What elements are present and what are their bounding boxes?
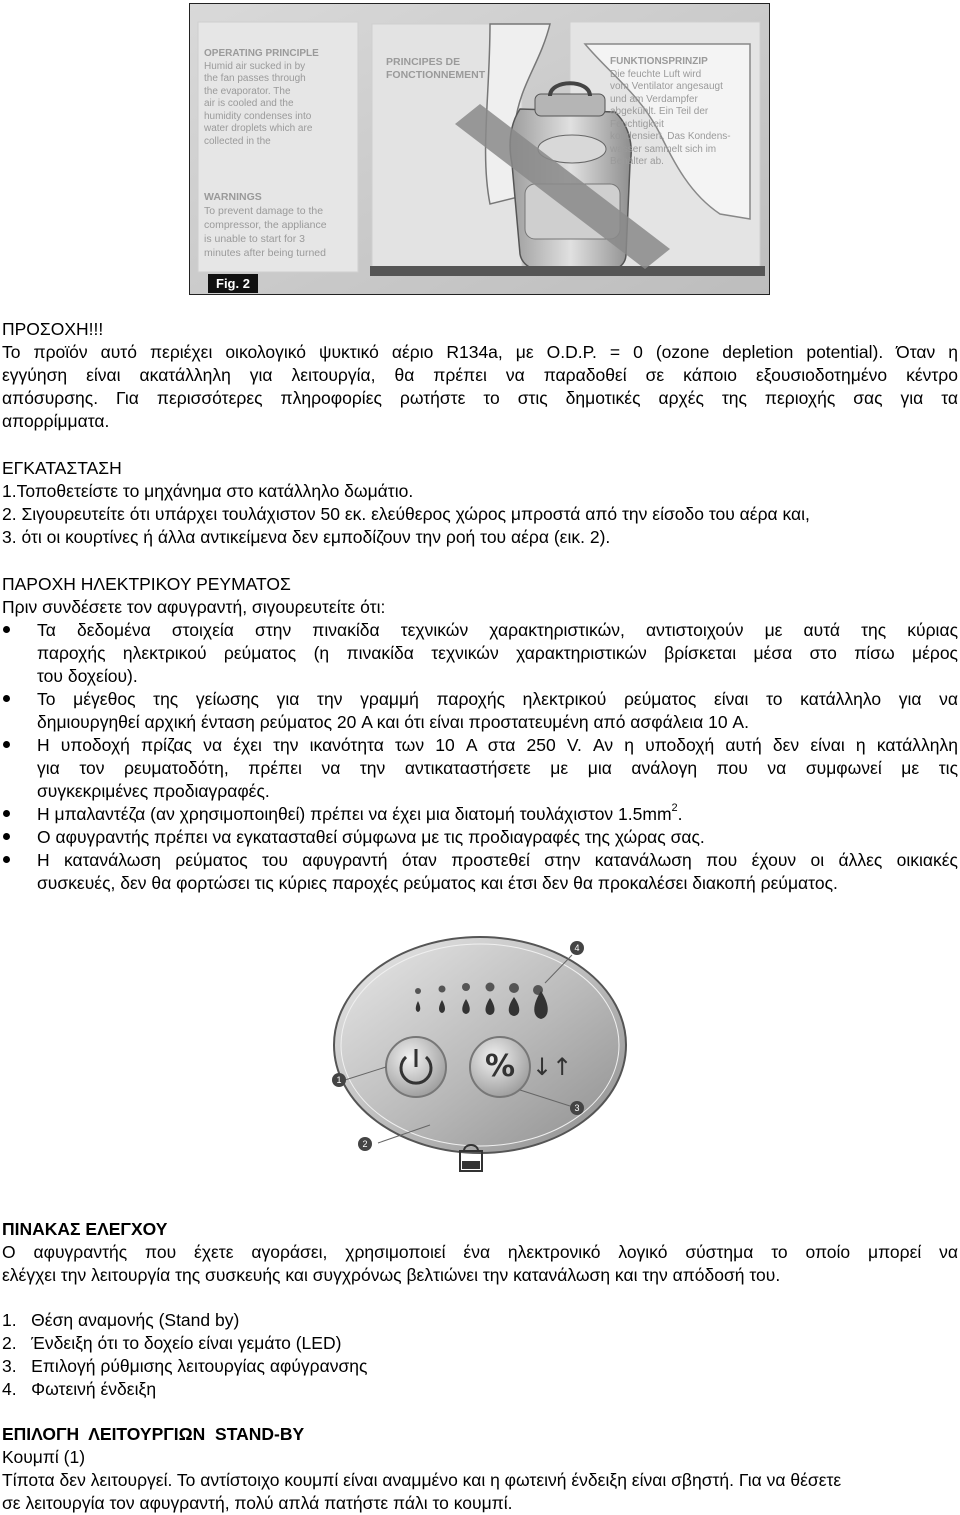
- bullet-dot: [3, 741, 10, 748]
- bg-line: PRINCIPES DE: [386, 56, 461, 68]
- figure-2-bg-text-right: [610, 56, 760, 206]
- power-intro: Πριν συνδέσετε τον αφυγραντή, σιγουρευτείτε ότι:: [2, 597, 386, 617]
- figure-2-photo: [189, 3, 770, 295]
- figure-2-bg-text-warnings: [204, 190, 369, 260]
- bg-line: kondensiert. Das Kondens-: [610, 131, 731, 142]
- power-bullet-4-text: Η μπαλαντέζα (αν χρησιμοποιηθεί) πρέπει να έχει μια διατομή τουλάχιστον 1.5mm: [37, 804, 672, 824]
- control-item-3: 3. Επιλογή ρύθμισης λειτουργίας αφύγρανσης: [2, 1356, 368, 1376]
- standby-line-1: Τίποτα δεν λειτουργεί. Το αντίστοιχο κουμπί είναι αναμμένο και η φωτεινή ένδειξη είναι σβηστή. Για να θέσετε: [2, 1470, 842, 1490]
- control-item-4: 4. Φωτεινή ένδειξη: [2, 1379, 157, 1399]
- bg-line: Die feuchte Luft wird: [610, 68, 702, 80]
- arrows-symbol: ↓↑: [532, 1053, 573, 1081]
- power-bullet-3-line-2: για τον ρευματοδότη, πρέπει να την αντικαταστήσετε με μια ανάλογη που να συμφωνεί με τις: [37, 758, 958, 778]
- warning-line-2: εγγύηση είναι ακατάλληλη για λειτουργία, θα πρέπει να παραδοθεί σε κάποιο εξουσιοδοτημένο κέντρο: [2, 365, 958, 385]
- power-bullet-4-superscript: 2: [671, 802, 678, 815]
- callout-2: 2: [358, 1137, 372, 1151]
- bg-line: Humid air sucked in by: [204, 60, 306, 72]
- humidity-symbol: %: [485, 1049, 516, 1084]
- warning-line-4: απορρίμματα.: [2, 411, 110, 431]
- power-title: ΠΑΡΟΧΗ ΗΛΕΚΤΡΙΚΟΥ ΡΕΥΜΑΤΟΣ: [2, 574, 291, 594]
- bg-line: water droplets which are: [204, 123, 313, 134]
- bg-line: FONCTIONNEMENT: [386, 69, 486, 81]
- bullet-dot: [3, 856, 10, 863]
- callout-3: 3: [570, 1101, 584, 1115]
- power-bullet-3-line-1: Η υποδοχή πρίζας να έχει την ικανότητα των 10 A στα 250 V. Αν η υποδοχή αυτή δεν είναι η κατάλληλη: [37, 735, 958, 755]
- bg-line: abgekühlt. Ein Teil der: [610, 106, 709, 117]
- bg-line: WARNINGS: [204, 191, 262, 203]
- bg-line: OPERATING PRINCIPLE: [204, 48, 319, 59]
- power-bullet-3-line-3: συγκεκριμένες προδιαγραφές.: [37, 781, 270, 801]
- installation-step-3: 3. ότι οι κουρτίνες ή άλλα αντικείμενα δεν εμποδίζουν την ροή του αέρα (εικ. 2).: [2, 527, 611, 547]
- bg-line: minutes after being turned: [204, 247, 326, 259]
- control-panel-title: ΠΙΝΑΚΑΣ ΕΛΕΓΧΟΥ: [2, 1219, 168, 1239]
- warning-title: ΠΡΟΣΟΧΗ!!!: [2, 319, 104, 339]
- power-bullet-4-end: .: [677, 804, 683, 824]
- bg-line: is unable to start for 3: [204, 233, 305, 245]
- standby-title: ΕΠΙΛΟΓΗ ΛΕΙΤΟΥΡΓΙΩΝ STAND-BY: [2, 1424, 305, 1444]
- bg-line: und am Verdampfer: [610, 93, 698, 105]
- bg-line: collected in the: [204, 135, 271, 147]
- bg-line: air is cooled and the: [204, 98, 294, 109]
- control-item-1: 1. Θέση αναμονής (Stand by): [2, 1310, 240, 1330]
- figure-2-label: Fig. 2: [208, 274, 258, 293]
- bullet-dot: [3, 833, 10, 840]
- bg-line: the fan passes through: [204, 73, 306, 84]
- bg-line: wasser sammelt sich im: [610, 143, 717, 155]
- bullet-dot: [3, 626, 10, 633]
- control-panel-figure: [320, 925, 640, 1195]
- power-bullet-6-line-2: συσκευές, δεν θα φορτώσει τις κύριες παροχές ρεύματος και έτσι δεν θα προκαλέσει διακοπή ρεύματος.: [37, 873, 838, 893]
- bg-line: Behälter ab.: [610, 156, 664, 167]
- standby-subtitle: Κουμπί (1): [2, 1447, 86, 1467]
- bg-line: compressor, the appliance: [204, 219, 327, 231]
- power-bullet-1-line-1: Τα δεδομένα στοιχεία στην πινακίδα τεχνικών χαρακτηριστικών, αντιστοιχούν με αυτά της κύριας: [37, 620, 958, 640]
- power-bullet-1-line-2: παροχής ηλεκτρικού ρεύματος (η πινακίδα τεχνικών χαρακτηριστικών βρίσκεται μέσα στο πίσω μέρος: [37, 643, 958, 663]
- bg-line: Feuchtigkeit: [610, 118, 664, 130]
- bg-line: humidity condenses into: [204, 110, 312, 122]
- power-bullet-1-line-3: του δοχείου).: [37, 666, 138, 686]
- control-panel-line-1: Ο αφυγραντής που έχετε αγοράσει, χρησιμοποιεί ένα ηλεκτρονικό λογικό σύστημα το οποίο μπορεί να: [2, 1242, 958, 1262]
- bg-line: the evaporator. The: [204, 85, 291, 97]
- standby-line-2: σε λειτουργία τον αφυγραντή, πολύ απλά πατήστε πάλι το κουμπί.: [2, 1493, 513, 1513]
- power-bullet-2-line-2: δημιουργηθεί αρχική ένταση ρεύματος 20 A και ότι είναι προστατευμένη από ασφάλεια 10 A.: [37, 712, 749, 732]
- installation-title: ΕΓΚΑΤΑΣΤΑΣΗ: [2, 458, 122, 478]
- callout-1: 1: [332, 1073, 346, 1087]
- callout-4: 4: [570, 941, 584, 955]
- installation-step-2: 2. Σιγουρευτείτε ότι υπάρχει τουλάχιστον 50 εκ. ελεύθερος χώρος μπροστά από την είσοδο του αέρα και,: [2, 504, 810, 524]
- power-bullet-2-line-1: Το μέγεθος της γείωσης για την γραμμή παροχής ηλεκτρικού ρεύματος είναι το κατάλληλο για να: [37, 689, 958, 709]
- figure-2-bg-text-left: [204, 48, 364, 158]
- power-bullet-6-line-1: Η κατανάλωση ρεύματος του αφυγραντή όταν προστεθεί στην κατανάλωση που έχουν οι άλλες οικιακές: [37, 850, 958, 870]
- figure-2-bg-text-middle: [386, 56, 506, 82]
- control-panel-line-2: ελέγχει την λειτουργία της συσκευής και συγχρόνως βελτιώνει την κατανάλωση και την απόδοσή του.: [2, 1265, 781, 1285]
- control-item-2: 2. Ένδειξη ότι το δοχείο είναι γεμάτο (LED): [2, 1333, 342, 1353]
- bullet-dot: [3, 810, 10, 817]
- power-bullet-4: [37, 803, 683, 825]
- control-panel-illustration: [320, 925, 640, 1195]
- bullet-dot: [3, 695, 10, 702]
- bg-line: To prevent damage to the: [204, 205, 324, 217]
- bg-line: vom Ventilator angesaugt: [610, 81, 723, 92]
- installation-step-1: 1.Τοποθετείστε το μηχάνημα στο κατάλληλο δωμάτιο.: [2, 481, 414, 501]
- power-bullet-5: Ο αφυγραντής πρέπει να εγκατασταθεί σύμφωνα με τις προδιαγραφές της χώρας σας.: [37, 827, 705, 847]
- warning-line-1: Το προϊόν αυτό περιέχει οικολογικό ψυκτικό αέριο R134a, με O.D.P. = 0 (ozone depletion potential). Όταν η: [2, 342, 958, 362]
- bg-line: FUNKTIONSPRINZIP: [610, 56, 708, 67]
- warning-line-3: απόσυρσης. Για περισσότερες πληροφορίες ρωτήστε το στις δημοτικές αρχές της περιοχής σας για τα: [2, 388, 958, 408]
